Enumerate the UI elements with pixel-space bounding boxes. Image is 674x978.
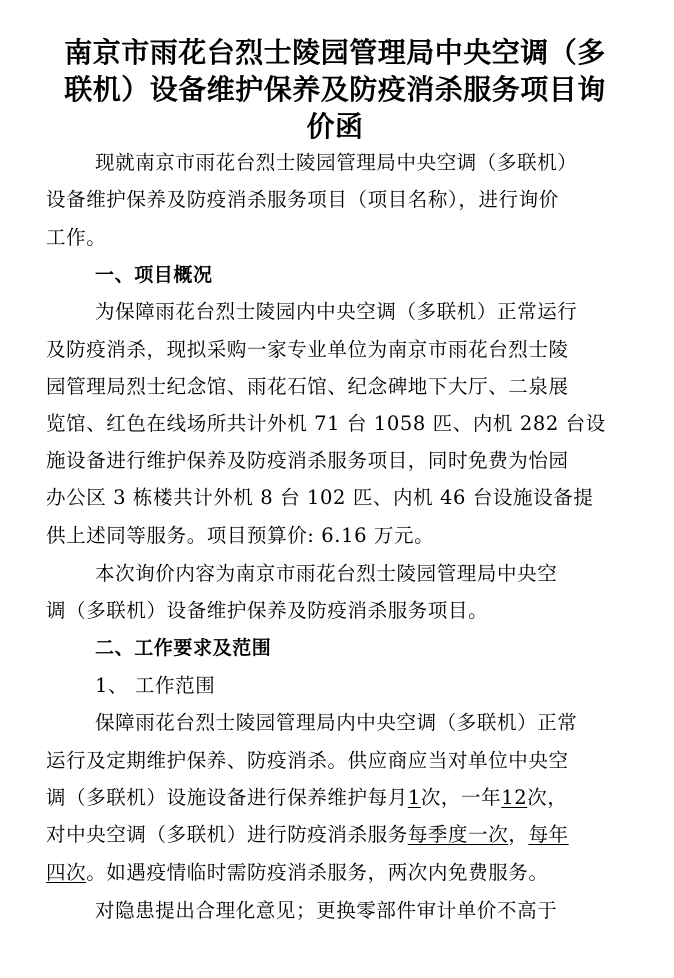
section-1-paragraph-line: 为保障雨花台烈士陵园内中央空调（多联机）正常运行 [95,300,578,323]
section-2-paragraph-line [46,778,567,818]
section-2-paragraph-line [46,853,549,893]
section-1-paragraph-line: 施设备进行维护保养及防疫消杀服务项目，同时免费为怡园 [46,449,569,472]
maintenance-frequency-text: 调（多联机）设施设备进行保养维护每月 [46,786,408,809]
section-2-paragraph-line [46,815,569,855]
disinfection-text: ， [508,823,529,846]
monthly-count: 1 [407,786,421,809]
title-line-1: 南京市雨花台烈士陵园管理局中央空调（多 [64,36,606,69]
document-title [30,34,640,145]
section-2-paragraph-2-line: 对隐患提出合理化意见；更换零部件审计单价不高于 [95,899,558,922]
section-1-paragraph-2-line: 本次询价内容为南京市雨花台烈士陵园管理局中央空 [95,562,558,585]
intro-line-2: 设备维护保养及防疫消杀服务项目（项目名称），进行询价 [46,188,559,211]
section-1-paragraph-line: 供上述同等服务。项目预算价: 6.16 万元。 [46,524,435,547]
title-line-2: 联机）设备维护保养及防疫消杀服务项目询 [64,73,606,106]
section-2-paragraph-line: 保障雨花台烈士陵园管理局内中央空调（多联机）正常 [95,711,578,734]
section-1-paragraph-line: 办公区 3 栋楼共计外机 8 台 102 匹、内机 46 台设施设备提 [46,486,594,509]
section-1-heading: 一、项目概况 [95,264,213,286]
yearly-count: 12 [501,786,528,809]
section-1-paragraph-line: 览馆、红色在线场所共计外机 71 台 1058 匹、内机 282 台设 [46,412,606,435]
maintenance-frequency-text: 次，一年 [420,786,502,809]
quarterly-frequency: 每季度一次 [407,823,509,846]
intro-line-3: 工作。 [46,226,107,249]
yearly-frequency-count: 四次 [46,861,87,884]
section-1-paragraph-2-line: 调（多联机）设备维护保养及防疫消杀服务项目。 [46,599,489,622]
intro-line-1: 现就南京市雨花台烈士陵园管理局中央空调（多联机） [95,151,578,174]
yearly-frequency: 每年 [528,823,569,846]
section-2-heading: 二、工作要求及范围 [95,637,272,659]
section-1-paragraph-line: 园管理局烈士纪念馆、雨花石馆、纪念碑地下大厅、二泉展 [46,375,569,398]
disinfection-text: 对中央空调（多联机）进行防疫消杀服务 [46,823,408,846]
maintenance-frequency-text: 次， [527,786,568,809]
section-1-paragraph-line: 及防疫消杀，现拟采购一家专业单位为南京市雨花台烈士陵 [46,338,569,361]
section-2-subheading: 1、 工作范围 [95,674,216,697]
epidemic-service-text: 。如遇疫情临时需防疫消杀服务，两次内免费服务。 [86,861,549,884]
section-2-paragraph-line: 运行及定期维护保养、防疫消杀。供应商应当对单位中央空 [46,749,569,772]
title-line-3: 价函 [306,110,364,143]
